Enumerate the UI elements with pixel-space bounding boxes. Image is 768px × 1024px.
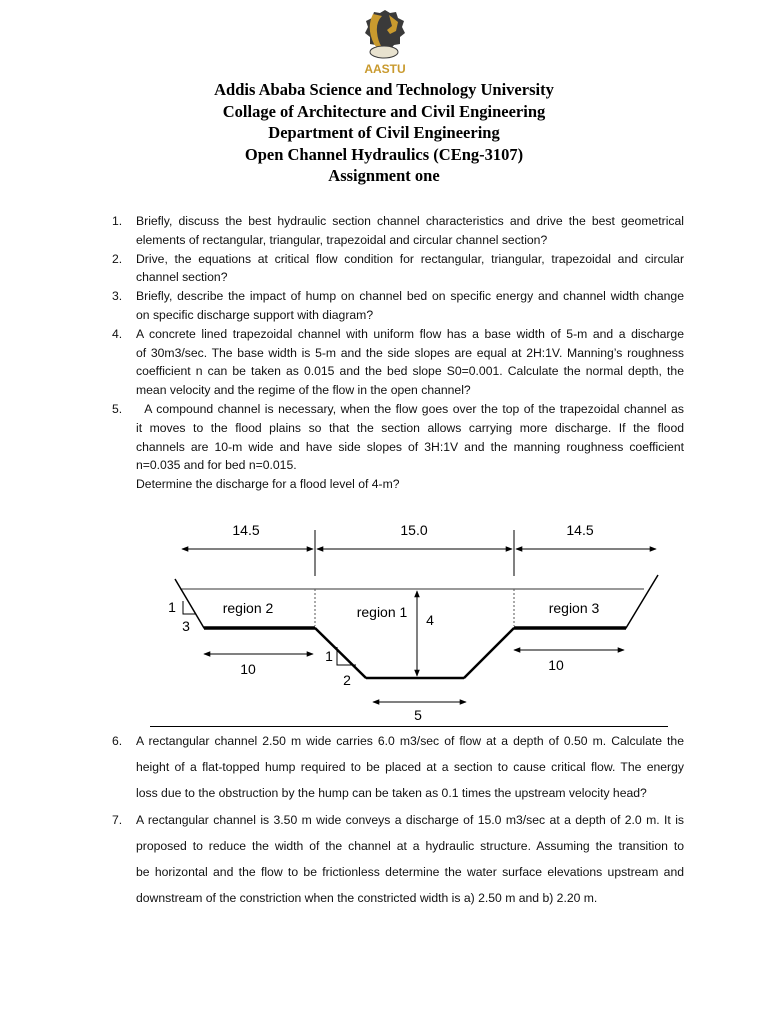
question-line: mean velocity and the regime of the flow in the open channel? <box>136 383 471 398</box>
left-slope-h: 3 <box>182 618 190 634</box>
dim-label-center: 15.0 <box>400 522 428 538</box>
divider-line <box>150 726 668 727</box>
question-line: A compound channel is necessary, when the flow goes over the top of the trapezoidal channel as <box>136 401 684 416</box>
question-line: downstream of the constriction when the constricted width is a) 2.50 m and b) 2.20 m. <box>136 891 598 906</box>
dim-label-right: 14.5 <box>566 522 594 538</box>
inner-slope-triangle <box>337 647 356 665</box>
left-inner-slope <box>315 628 366 678</box>
question-item <box>112 325 684 400</box>
question-line: coefficient n can be taken as 0.015 and the bed slope S0=0.001. Calculate the normal depth, the <box>136 364 684 379</box>
question-line: Briefly, discuss the best hydraulic section channel characteristics and drive the best geometrical <box>136 214 684 228</box>
question-line: Briefly, describe the impact of hump on channel bed on specific energy and channel width change <box>136 289 684 304</box>
assignment-title: Assignment one <box>328 166 440 185</box>
question-line: elements of rectangular, triangular, trapezoidal and circular channel section? <box>136 232 548 247</box>
question-line: proposed to reduce the width of the channel at a hydraulic structure. Assuming the transition to <box>136 838 684 853</box>
aastu-logo <box>360 4 410 78</box>
document-header <box>0 79 768 187</box>
right-flood-width-label: 10 <box>548 657 564 673</box>
question-item <box>112 400 684 494</box>
question-number: 5. <box>112 401 123 416</box>
region-3-label: region 3 <box>548 600 600 616</box>
question-number: 6. <box>112 734 123 748</box>
question-line: be horizontal and the flow to be frictionless determine the water surface elevations upstream and <box>136 865 684 880</box>
question-line: of 30m3/sec. The base width is 5-m and the side slopes are equal at 2H:1V. Manning’s roughness <box>136 345 684 360</box>
question-line: Drive, the equations at critical flow condition for rectangular, triangular, trapezoidal and circular <box>136 251 684 266</box>
right-inner-slope <box>464 628 514 678</box>
compound-channel-diagram <box>160 512 680 730</box>
question-number: 4. <box>112 326 123 341</box>
department-name: Department of Civil Engineering <box>268 123 500 142</box>
inner-slope-v: 1 <box>325 648 333 664</box>
left-slope-v: 1 <box>168 599 176 615</box>
course-title: Open Channel Hydraulics (CEng-3107) <box>244 144 524 164</box>
region-1-label: region 1 <box>356 604 408 620</box>
question-number: 7. <box>112 812 123 827</box>
question-line: channels are 10-m wide and have side slopes of 3H:1V and the manning roughness coefficient <box>136 439 684 454</box>
question-line: loss due to the obstruction by the hump can be taken as 0.1 times the upstream velocity head? <box>136 786 647 801</box>
question-line: channel section? <box>136 270 228 285</box>
question-item <box>112 212 684 250</box>
question-item <box>112 287 684 325</box>
question-item <box>112 250 684 288</box>
question-item <box>112 728 684 807</box>
question-item <box>112 807 684 912</box>
logo-text: AASTU <box>364 62 406 76</box>
region-2-label: region 2 <box>222 600 274 616</box>
question-line: Determine the discharge for a flood level of 4-m? <box>136 477 400 492</box>
inner-slope-h: 2 <box>343 672 351 688</box>
dim-label-left: 14.5 <box>232 522 260 538</box>
question-line: A rectangular channel 2.50 m wide carries 6.0 m3/sec of flow at a depth of 0.50 m. Calculate the <box>136 734 684 748</box>
question-line: A concrete lined trapezoidal channel with uniform flow has a base width of 5-m and a discharge <box>136 326 684 341</box>
depth-label: 4 <box>426 612 434 628</box>
question-line: A rectangular channel is 3.50 m wide conveys a discharge of 15.0 m3/sec at a depth of 2.0 m. It is <box>136 812 684 827</box>
question-line: it moves to the flood plains so that the section allows carrying more discharge. If the flood <box>136 420 684 435</box>
question-list-part-1 <box>112 212 684 494</box>
question-number: 2. <box>112 251 123 266</box>
question-line: n=0.035 and for bed n=0.015. <box>136 458 297 473</box>
university-name: Addis Ababa Science and Technology University <box>214 80 554 99</box>
question-line: on specific discharge support with diagram? <box>136 307 374 322</box>
question-list-part-2 <box>112 728 684 911</box>
question-number: 3. <box>112 289 123 304</box>
left-flood-width-label: 10 <box>240 661 256 677</box>
question-number: 1. <box>112 214 123 228</box>
question-line: height of a flat-topped hump required to be placed at a section to cause critical flow. The energy <box>136 760 684 775</box>
college-name: Collage of Architecture and Civil Engineering <box>222 101 546 121</box>
bed-width-label: 5 <box>414 707 422 723</box>
